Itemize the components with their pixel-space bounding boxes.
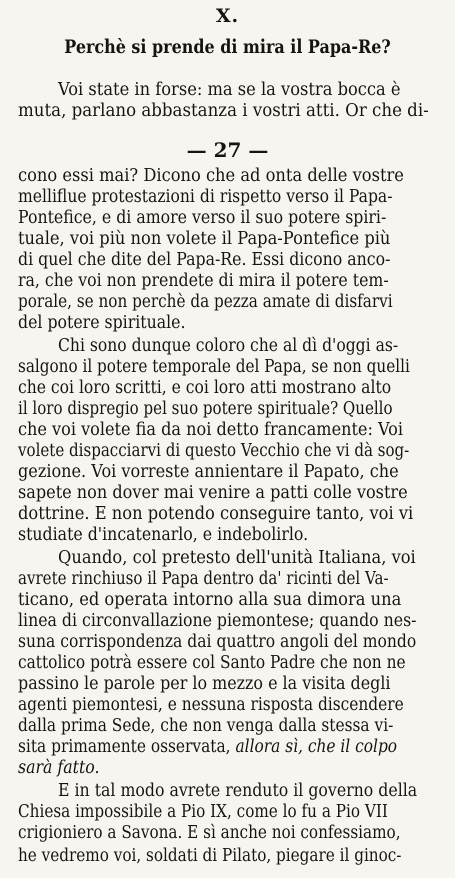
chapter-number: X. bbox=[215, 5, 240, 27]
text-line: salgono il potere temporale del Papa, se non quelli bbox=[18, 357, 410, 377]
text-line: del potere spirituale. bbox=[18, 313, 186, 333]
text-line: porale, se non perchè da pezza amate di disfarvi bbox=[18, 292, 393, 312]
text-line: dalla prima Sede, che non venga dalla stessa vi- bbox=[18, 716, 394, 736]
text-line: volete dispacciarvi di questo Vecchio che vi dà sog- bbox=[18, 441, 410, 461]
text-line: Chi sono dunque coloro che al dì d'oggi as- bbox=[58, 336, 399, 356]
text-segment: sita primamente osservata, bbox=[18, 737, 231, 757]
text-line: melliflue protestazioni di rispetto verso il Papa- bbox=[18, 187, 393, 207]
text-line: dottrine. E non potendo conseguire tanto, voi vi bbox=[18, 504, 414, 524]
text-line: cono essi mai? Dicono che ad onta delle vostre bbox=[18, 166, 404, 186]
text-line: muta, parlano abbastanza i vostri atti. Or che di- bbox=[18, 101, 429, 121]
text-line: studiate d'incatenarlo, e indebolirlo. bbox=[18, 525, 309, 545]
text-line: Pontefice, e di amore verso il suo potere spiri- bbox=[18, 208, 387, 228]
chapter-title: Perchè si prende di mira il Papa-Re? bbox=[64, 36, 391, 58]
page-number: — 27 — bbox=[186, 138, 269, 162]
text-line: he vedremo voi, soldati di Pilato, piegare il ginoc- bbox=[18, 846, 402, 866]
text-line: sarà fatto. bbox=[18, 758, 100, 778]
text-line: avrete rinchiuso il Papa dentro da' ricinti del Va- bbox=[18, 569, 389, 589]
text-line: di quel che dite del Papa-Re. Essi dicono anco- bbox=[18, 250, 391, 270]
text-line: crigioniero a Savona. E sì anche noi confessiamo, bbox=[18, 823, 401, 843]
text-line: ticano, ed operata intorno alla sua dimora una bbox=[18, 590, 402, 610]
text-line: passino le parole per lo mezzo e la visita degli bbox=[18, 674, 391, 694]
text-line: linea di circonvallazione piemontese; quando nes- bbox=[18, 611, 417, 631]
text-line: il loro dispregio pel suo potere spirituale? Quello bbox=[18, 399, 393, 419]
text-line: suna corrispondenza dai quattro angoli del mondo bbox=[18, 632, 417, 652]
text-line: gezione. Voi vorreste annientare il Papato, che bbox=[18, 462, 399, 482]
text-line: cattolico potrà essere col Santo Padre che non ne bbox=[18, 653, 406, 673]
text-line: che coi loro scritti, e coi loro atti mostrano alto bbox=[18, 378, 392, 398]
text-line: sapete non dover mai venire a patti colle vostre bbox=[18, 483, 408, 503]
text-line: Quando, col pretesto dell'unità Italiana, voi bbox=[58, 548, 416, 568]
text-line: tuale, voi più non volete il Papa-Pontefice più bbox=[18, 229, 391, 249]
text-line: agenti piemontesi, e nessuna risposta discendere bbox=[18, 695, 404, 715]
text-line: Chiesa impossibile a Pio IX, come lo fu a Pio VII bbox=[18, 802, 388, 822]
italic-text: allora sì, che il colpo bbox=[235, 737, 398, 757]
text-line: Voi state in forse: ma se la vostra bocca è bbox=[58, 80, 401, 100]
text-line bbox=[18, 737, 398, 758]
text-line: E in tal modo avrete renduto il governo della bbox=[58, 781, 418, 801]
text-line: ra, che voi non prendete di mira il potere tem- bbox=[18, 271, 389, 291]
text-line: che voi volete fia da noi detto francamente: Voi bbox=[18, 420, 404, 440]
